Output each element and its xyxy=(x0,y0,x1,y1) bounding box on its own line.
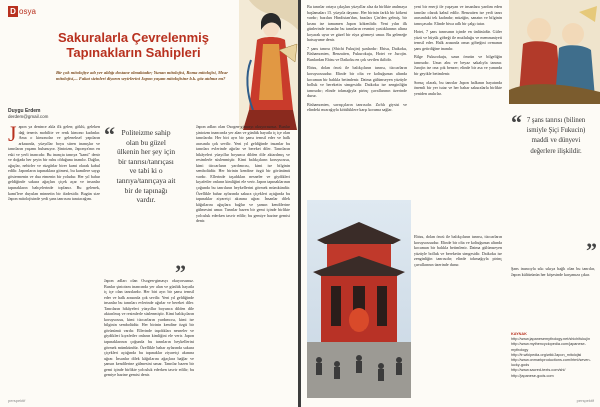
right-column-3-paragraph: Şans inancıyla sıkı sıkıya bağlı olan bu tanrılar, Japon kültürünün her köşesinde karşımıza çıkar. xyxy=(511,266,595,277)
article-title-line-2: Tapınakların Sahipleri xyxy=(66,45,201,60)
sources-block xyxy=(511,332,595,379)
author-name: Duygu Erdem xyxy=(8,108,41,114)
left-column-2-bottom xyxy=(104,278,194,396)
left-column-1 xyxy=(8,124,100,394)
pull-quote-left-text: Politeizme sahip olan bu güzel ülkenin her şey için bir tanrısı/tanrıçası ve tabi ki o tanrıya/tanrıçaya ait bir de tapınağı vardır. xyxy=(116,128,176,205)
pull-quote-right-text: 7 şans tanrısı (bilinen ismiyle Şiçi Fukucin) maddi ve dünyevi değerlere ilişkildir. xyxy=(526,117,586,155)
left-folio: perspektif xyxy=(8,398,26,403)
left-column-1-text: apon ya denince akla ilk gelen; göklü, geleken dağ teneris mobilite ve renk kimono kadınlar. Ama o kimonolar ve geleneksel yapıların arkasında, yüzyıllar boyu süren inanışlar ve tanrıların yaşamı bulunuyor. Şintoizm, Japonya'nın en eski ve yerli inancıdır. Bu inançta tanrıya "kami" denir ve doğada her şeyin bir ruhu olduğuna inanılır. Dağlar, ağaçlar, nehirler ve rüzgârlar birer kami olarak kabul edilir. Japonların tapınaklara gitmesi, bu kamilere saygı göstermenin ve dua etmenin bir yoludur. Her yıl bahar geldiğinde sakura ağaçları çiçek açar ve insanlar tapınakların bahçelerinde toplanır. Bu gelenek, kami'lere duyulan minnetin bir ifadesidir. Bugün size Japon mitolojisinde yedi şans tanrısını tanıtacağım. xyxy=(8,124,100,202)
right-column-1-text-d: Bishamonten, savaşçıların tanrısıdır. Zırhlı giysisi ve elindeki mızrağıyla kötülüklere karşı koruma sağlar. xyxy=(307,101,407,113)
source-link[interactable]: http://tr.wikipedia.org/wiki/Japon_mitolojisi xyxy=(511,352,582,357)
pull-quote-left xyxy=(104,122,186,285)
right-column-1-text: Bu tanrılar ortaya çıkışları yüzyıllar alsa da birlikte anılmaya başlamaları 15. yüzyıla dayanır. Her birinin farklı bir kökeni vardır; bazıları Hindistan'dan, bazıları Çin'den gelmiş, bir kısmı ise tamamen Japon kökenlidir. Yeni yılın ilk günlerinde insanlar bu tanrıların resmini yastıklarının altına koyarak uyur ve güzel bir rüya görmeyi umar. Bu geleneğe hatsuyume denir. xyxy=(307,4,407,43)
article-title xyxy=(36,30,231,60)
right-column-2 xyxy=(414,4,502,230)
right-column-2-text-c: Bilge Fukurokuju, uzun ömrün ve bilgeliğin tanrısıdır. Uzun alnı ve beyaz sakalıyla tanınır. Jurojin ise ona çok benzer; elinde bir asa ve yanında bir geyikle betimlenir. xyxy=(414,54,502,77)
section-label-text: osya xyxy=(19,7,36,16)
open-quote-icon: “ xyxy=(511,110,522,135)
article-title-line-1: Sakuralarla Çevrelenmiş xyxy=(57,30,210,45)
left-column-3 xyxy=(196,124,290,396)
right-column-1-text-b: 7 şans tanrısı (Shichi Fukujin) şunlardır: Ebisu, Daikoku, Bishamonten, Benzaiten, Fukurokuju, Hotei ve Jurojin. Bunlardan Ebisu ve Daikoku en çok sevilen ikilidir. xyxy=(307,45,407,62)
left-column-2-bottom-text: Japon adları olan Osogen-gimasyı okuyorsunuz. Bunlar şintoizm inancında yer alan ve günlük hayatla iç içe olan tanrılardır. Her biri ayrı bir şansı temsil eder ve halk arasında çok sevilir. Yeni yıl geldiğinde insanlar bu tanrıları evlerinde ağırlar ve bereket diler. Tanrıların hikâyeleri yüzyıllar boyunca dilden dile aktarılmış ve resimlerle süslenmiştir. Kimi balıkçıların koruyucusu, kimi tüccarların yardımcısı, kimi ise bilginin sembolüdür. Her birinin kendine özgü bir görünümü vardır. Ellerinde taşıdıkları nesneler ve giydikleri kıyafetler onların kimliğini ele verir. Japon tapınaklarının çoğunda bu tanrıların heykellerini görmek mümkündür. Özellikle bahar aylarında sakura çiçekleri açtığında bu tapınaklar ziyaretçi akınına uğrar. İnsanlar dilek kâğıtlarını ağaçlara bağlar ve şansın kendilerine gülmesini umar. Tanrılar bazen bir gemi içinde birlikte yolculuk ederken tasvir edilir; bu gemiye hazine gemisi denir. xyxy=(104,278,194,378)
pull-quote-right xyxy=(511,112,595,262)
right-folio: perspektif xyxy=(576,398,594,403)
author-email: derdem@gmail.com xyxy=(8,114,49,119)
left-column-3-text: Japon adları olan Osogen-gimasyı okuyorsunuz. Bunlar şintoizm inancında yer alan ve günlük hayatla iç içe olan tanrılardır. Her biri ayrı bir şansı temsil eder ve halk arasında çok sevilir. Yeni yıl geldiğinde insanlar bu tanrıları evlerinde ağırlar ve bereket diler. Tanrıların hikâyeleri yüzyıllar boyunca dilden dile aktarılmış ve resimlerle süslenmiştir. Kimi balıkçıların koruyucusu, kimi tüccarların yardımcısı, kimi ise bilginin sembolüdür. Her birinin kendine özgü bir görünümü vardır. Ellerinde taşıdıkları nesneler ve giydikleri kıyafetler onların kimliğini ele verir. Japon tapınaklarının çoğunda bu tanrıların heykellerini görmek mümkündür. Özellikle bahar aylarında sakura çiçekleri açtığında bu tapınaklar ziyaretçi akınına uğrar. İnsanlar dilek kâğıtlarını ağaçlara bağlar ve şansın kendilerine gülmesini umar. Tanrılar bazen bir gemi içinde birlikte yolculuk ederken tasvir edilir; bu gemiye hazine gemisi denir. xyxy=(196,124,290,224)
close-quote-icon: ” xyxy=(586,238,597,263)
right-column-2-bottom-text: Ebisu, dolan öncü ile balıkçıların tanrısı, tüccarların koruyucusudur. Elinde bir olta ve koltuğunun altında kocaman bir balıkla betimlenir. Daima gülümseyen yüzüyle bolluk ve bereketin simgesidir. Daikoku ise zenginliğin tanrısıdır; elinde tokmağıyla pirinç çuvallarının üzerinde durur. xyxy=(414,234,502,267)
source-link[interactable]: http://www.japanesemythology.net/shichifukujin xyxy=(511,337,591,342)
close-quote-icon: ” xyxy=(175,260,186,285)
right-column-2-bottom xyxy=(414,234,502,394)
right-column-1-text-c: Ebisu, dolan öncü ile balıkçıların tanrısı, tüccarların koruyucusudur. Elinde bir olta ve koltuğunun altında kocaman bir balıkla betimlenir. Daima gülümseyen yüzüyle bolluk ve bereketin simgesidir. Daikoku ise zenginliğin tanrısıdır; elinde tokmağıyla pirinç çuvallarının üzerinde durur. xyxy=(307,65,407,99)
right-column-1 xyxy=(307,4,407,194)
sources-heading: KAYNAK xyxy=(511,332,527,336)
source-link[interactable]: http://japanese-gods.com xyxy=(511,373,554,378)
lucky-gods-illustration xyxy=(509,0,600,104)
right-column-2-text-b: Hotei, 7 şans tanrısının içinde en ünlüsüdür. Güler yüzü ve büyük göbeği ile mutluluğu ve memnuniyeti temsil eder. Halk arasında onun göbeğini ovmanın şans getirdiğine inanılır. xyxy=(414,29,502,51)
temple-photo xyxy=(307,200,411,398)
right-column-2-text-d: Sonuç olarak, bu tanrılar Japon halkının hayatında önemli bir yer tutar ve her bahar sakuralarla birlikte yeniden anılırlar. xyxy=(414,79,502,96)
section-label xyxy=(8,6,36,17)
right-column-3-text xyxy=(511,266,595,326)
open-quote-icon: “ xyxy=(104,122,115,147)
section-letter: D xyxy=(8,6,18,17)
drop-cap: J xyxy=(8,124,17,146)
source-link[interactable]: http://www.onmarkproductions.com/html/seven-lucky-gods xyxy=(511,358,591,368)
right-page xyxy=(301,0,600,407)
source-link[interactable]: http://www.mythencyclopedia.com/japanese-mythology xyxy=(511,342,586,352)
source-link[interactable]: http://www.sacred-texts.com/shi/ xyxy=(511,368,566,373)
right-column-2-text: yeni bir enerji ile yaşayan ve insanlara yardım eden tanrılar olarak kabul edilir. Benzaiten ise yedi tanrı arasındaki tek kadındır; müziğin, sanatın ve bilginin tanrıçasıdır. Elinde biwa adlı bir çalgı tutar. xyxy=(414,4,502,26)
goddess-illustration xyxy=(239,0,298,130)
article-lead: Bir çok mitolojiye adı yer aldığı dostane olmaktadır; Yunan mitolojisi, Roma mitolojisi, Mısır mitolojisi,... Fakat sizinleri diyarın seyirlerini Japon yaşam mitolojisine b.k. göz atılmız mı? xyxy=(56,70,229,81)
author-block xyxy=(8,108,48,120)
left-page xyxy=(0,0,298,407)
